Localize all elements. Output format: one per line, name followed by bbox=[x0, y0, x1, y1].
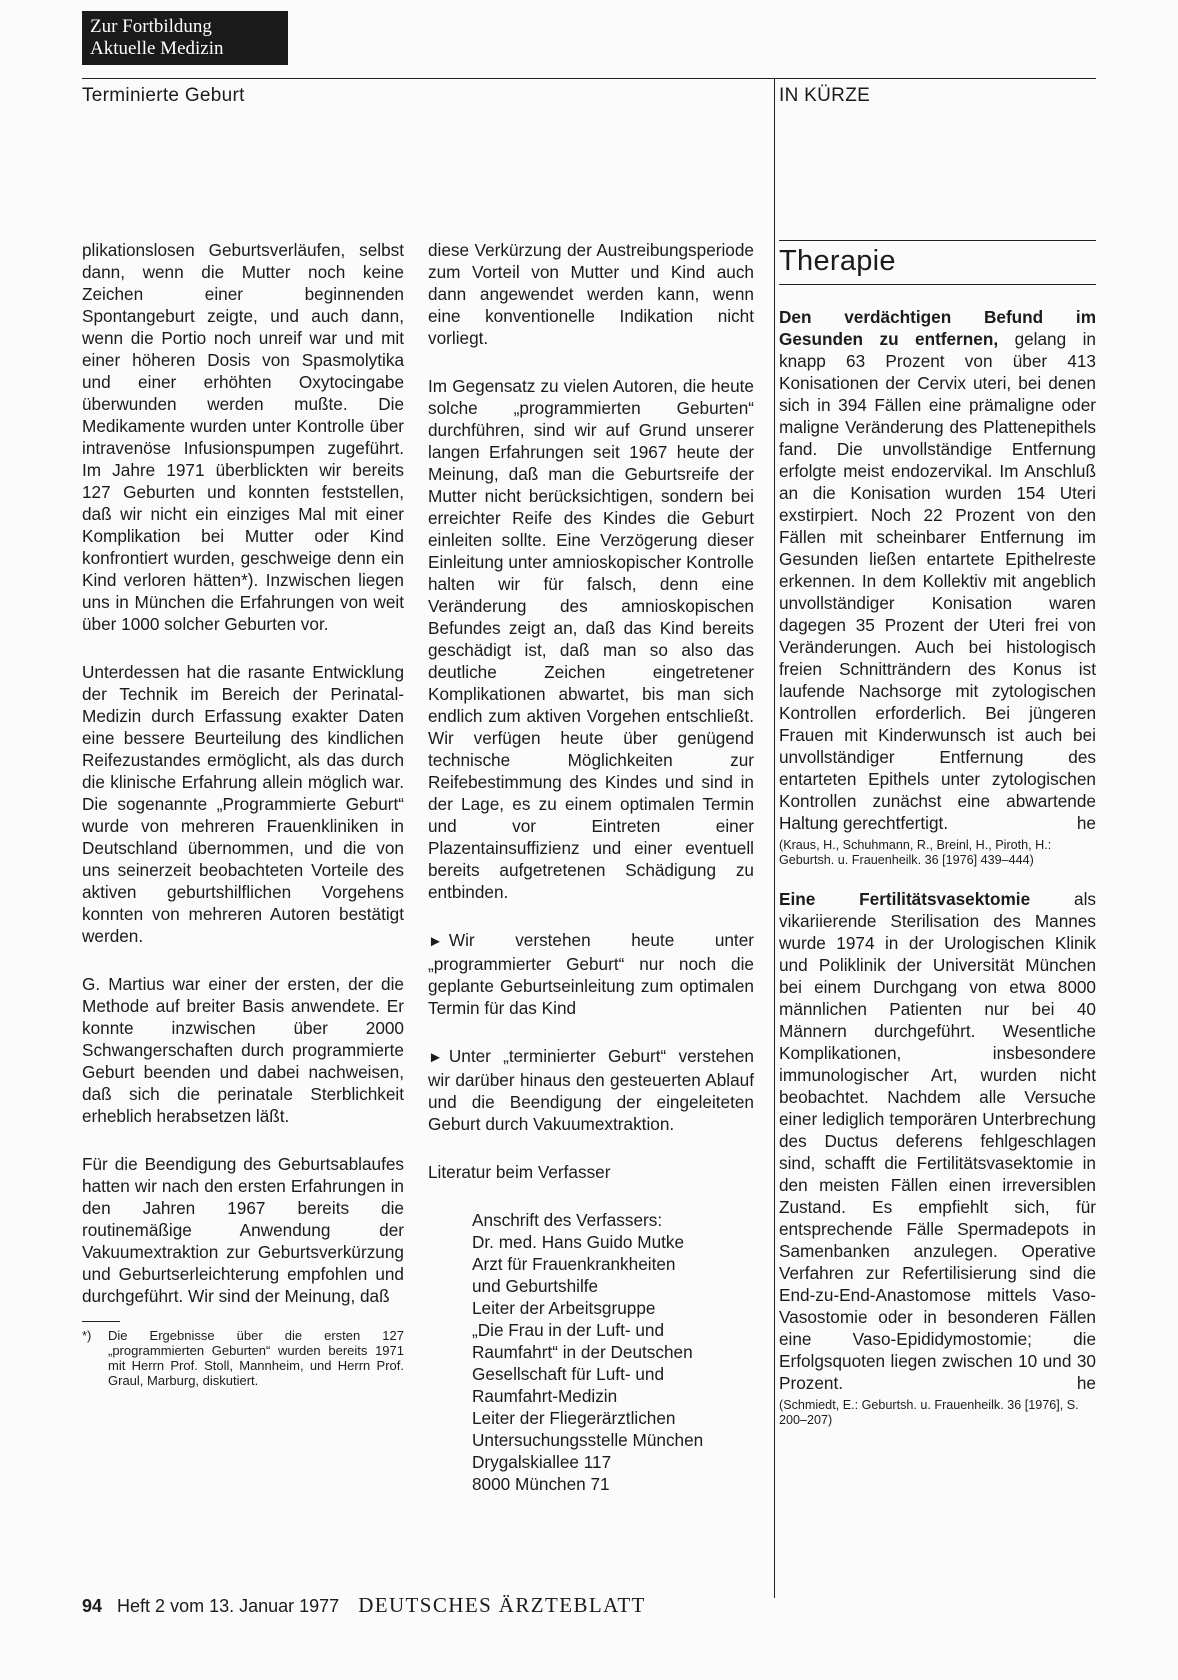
address-line: Untersuchungsstelle München bbox=[472, 1430, 704, 1450]
section-label bbox=[82, 11, 288, 65]
section-label-line1: Zur Fortbildung bbox=[90, 16, 212, 37]
page-footer bbox=[82, 1593, 646, 1618]
page-number: 94 bbox=[82, 1596, 103, 1616]
address-line: und Geburtshilfe bbox=[472, 1276, 599, 1296]
footnote-rule bbox=[82, 1321, 120, 1322]
bullet-text: Wir verstehen heute unter „programmierter Geburt“ nur noch die geplante Geburtseinleitung zum optimalen Termin für das Kind bbox=[428, 930, 754, 1018]
header-rule-right bbox=[774, 78, 1096, 79]
address-line: Drygalskiallee 117 bbox=[472, 1452, 612, 1472]
paragraph: Für die Beendigung des Geburtsablaufes hatten wir nach den ersten Erfahrungen in den Jahren 1967 bereits die routinemäßige Anwendung der Vakuumextraktion zur Geburtsverkürzung und Geburtserleichterung empfohlen und durchgeführt. Wir sind der Meinung, daß bbox=[82, 1154, 404, 1306]
issue-info: Heft 2 vom 13. Januar 1977 bbox=[117, 1596, 340, 1616]
address-line: Anschrift des Verfassers: bbox=[472, 1210, 663, 1230]
address-line: 8000 München 71 bbox=[472, 1474, 610, 1494]
address-line: Leiter der Arbeitsgruppe bbox=[472, 1298, 656, 1318]
arrow-icon: ► bbox=[428, 1049, 443, 1066]
author-sign: he bbox=[1076, 813, 1096, 833]
bullet-item bbox=[428, 1045, 754, 1135]
address-line: Leiter der Fliegerärztlichen bbox=[472, 1408, 676, 1428]
bullet-item bbox=[428, 929, 754, 1019]
article-column-2 bbox=[428, 239, 754, 1495]
paragraph: Unterdessen hat die rasante Entwicklung der Technik im Bereich der Perinatal-Medizin durch Erfassung exakter Daten eine bessere Beurteilung des kindlichen Reifezustandes ermöglicht, als das durch die klinische Erfahrung allein möglich war. Die sogenannte „Programmierte Geburt“ wurde von mehreren Frauenkliniken in Deutschland übernommen, und die von uns seinerzeit beobachteten Vorteile des aktiven geburtshilflichen Vorgehens konnten von mehreren Autoren bestätigt werden. bbox=[82, 662, 404, 946]
address-line: Arzt für Frauenkrankheiten bbox=[472, 1254, 676, 1274]
therapie-bottom-rule bbox=[779, 284, 1096, 285]
address-line: Gesellschaft für Luft- und bbox=[472, 1364, 665, 1384]
masthead: DEUTSCHES ÄRZTEBLATT bbox=[358, 1593, 646, 1617]
bullet-text: Unter „terminierter Geburt“ verstehen wir darüber hinaus den gesteuerten Ablauf und die Beendigung der eingeleiteten Geburt durch Vakuumextraktion. bbox=[428, 1046, 754, 1134]
literature-note: Literatur beim Verfasser bbox=[428, 1162, 611, 1182]
address-line: Raumfahrt-Medizin bbox=[472, 1386, 618, 1406]
news-item bbox=[779, 888, 1096, 1394]
news-text: als vikariierende Sterilisation des Mannes wurde 1974 in der Urologischen Klinik und Poliklinik der Universität München bei einem Durchgang von etwa 8000 männlichen Patienten nur bei 40 Männern durchgeführt. Wesentliche Komplikationen, insbesondere immunologischer Art, wurden nicht beobachtet. Nachdem alle Versuche einer lediglich temporären Unterbrechung des Ductus deferens fehlgeschlagen sind, schafft die Fertilitätsvasektomie in den meisten Fällen einen irreversiblen Zustand. Es empfiehlt sich, für entsprechende Fälle Spermadepots in Samenbanken anzulegen. Operative Verfahren zur Refertilisierung sind die End-zu-End-Anastomose mittels Vaso-Vasostomie oder in besonderen Fällen eine Vaso-Epididymostomie; die Erfolgsquoten liegen zwischen 10 und 30 Prozent. bbox=[779, 889, 1096, 1393]
column-divider bbox=[774, 78, 775, 1598]
news-column bbox=[779, 306, 1096, 1448]
news-reference: (Kraus, H., Schuhmann, R., Breinl, H., Piroth, H.: Geburtsh. u. Frauenheilk. 36 [1976] 439–444) bbox=[779, 838, 1052, 867]
news-item bbox=[779, 306, 1096, 834]
paragraph: G. Martius war einer der ersten, der die Methode auf breiter Basis anwendete. Er konnte inzwischen über 2000 Schwangerschaften durch programmierte Geburt beenden und dabei nachweisen, daß sich die perinatale Sterblichkeit erheblich herabsetzen läßt. bbox=[82, 974, 404, 1126]
running-head-left: Terminierte Geburt bbox=[82, 85, 245, 106]
therapie-top-rule bbox=[779, 240, 1096, 241]
news-reference: (Schmiedt, E.: Geburtsh. u. Frauenheilk. 36 [1976], S. 200–207) bbox=[779, 1398, 1079, 1427]
header-rule-left bbox=[82, 78, 774, 79]
footnote-mark: *) bbox=[82, 1328, 92, 1343]
section-label-line2: Aktuelle Medizin bbox=[90, 38, 224, 59]
author-address bbox=[428, 1209, 754, 1495]
paragraph: plikationslosen Geburtsverläufen, selbst dann, wenn die Mutter noch keine Zeichen einer beginnenden Spontangeburt zeigte, und auch dann, wenn die Portio noch unreif war und mit einer höheren Dosis von Spasmolytika und einer erhöhten Oxytocingabe überwunden werden mußte. Die Medikamente wurden unter Kontrolle über intravenöse Infusionspumpen zugeführt. Im Jahre 1971 überblickten wir bereits 127 Geburten und konnten feststellen, daß wir nicht ein einziges Mal mit einer Komplikation bei Mutter oder Kind konfrontiert wurden, geschweige denn ein Kind verloren hätten*). Inzwischen liegen uns in München die Erfahrungen von weit über 1000 solcher Geburten vor. bbox=[82, 240, 404, 634]
news-lead: Eine Fertilitätsvasektomie bbox=[779, 889, 1031, 909]
arrow-icon: ► bbox=[428, 933, 443, 950]
paragraph: Im Gegensatz zu vielen Autoren, die heute solche „programmierten Geburten“ durchführen, sind wir auf Grund unserer langen Erfahrungen seit 1967 heute der Meinung, daß man die Geburtsreife der Mutter nicht berücksichtigen, sondern bei erreichter Reife des Kindes die Geburt einleiten sollte. Eine Verzögerung dieser Einleitung unter amnioskopischer Kontrolle halten wir für falsch, denn eine Veränderung des amnioskopischen Befundes zeigt an, daß das Kind bereits geschädigt ist, daß man so also das deutliche Zeichen eingetretener Komplikationen abwartet, bis man sich endlich zum aktiven Vorgehen entschließt. Wir verfügen heute über genügend technische Möglichkeiten zur Reifebestimmung des Kindes und sind in der Lage, es zu einem optimalen Termin und vor Eintreten einer Plazentainsuffizienz und einer eventuell bereits aufgetretenen Schädigung zu entbinden. bbox=[428, 376, 754, 902]
address-line: Raumfahrt“ in der Deutschen bbox=[472, 1342, 693, 1362]
address-line: „Die Frau in der Luft- und bbox=[472, 1320, 665, 1340]
article-column-1 bbox=[82, 239, 404, 1388]
news-text: gelang in knapp 63 Prozent von über 413 Konisationen der Cervix uteri, bei denen sich in 394 Fällen eine prämaligne oder maligne Veränderung des Plattenepithels fand. Die unvollständige Entfernung erfolgte meist endozervikal. Im Anschluß an die Konisation wurden 154 Uteri exstirpiert. Noch 22 Prozent von den Fällen mit scheinbarer Entfernung im Gesunden ließen entartete Epithelreste erkennen. In dem Kollektiv mit angeblich unvollständiger Konisation waren dagegen 35 Prozent der Uteri frei von Veränderungen. Auch bei histologisch freien Schnitträndern des Konus ist laufende Nachsorge mit zytologischen Kontrollen erforderlich. Bei jüngeren Frauen mit Kinderwunsch ist auch bei unvollständiger Entfernung des entarteten Epithels unter zytologischen Kontrollen zunächst eine abwartende Haltung gerechtfertigt. bbox=[779, 329, 1096, 833]
news-lead: Den verdächtigen Befund im Gesunden zu entfernen, bbox=[779, 307, 1096, 349]
address-line: Dr. med. Hans Guido Mutke bbox=[472, 1232, 685, 1252]
running-head-right: IN KÜRZE bbox=[779, 85, 871, 106]
footnote-text: Die Ergebnisse über die ersten 127 „programmierten Geburten“ wurden bereits 1971 mit Herrn Prof. Stoll, Mannheim, und Herrn Prof. Graul, Marburg, diskutiert. bbox=[108, 1328, 404, 1388]
paragraph: diese Verkürzung der Austreibungsperiode zum Vorteil von Mutter und Kind auch dann angewendet werden kann, wenn eine konventionelle Indikation nicht vorliegt. bbox=[428, 240, 754, 348]
category-heading: Therapie bbox=[779, 245, 896, 277]
author-sign: he bbox=[1076, 1373, 1096, 1393]
footnote bbox=[82, 1328, 404, 1388]
